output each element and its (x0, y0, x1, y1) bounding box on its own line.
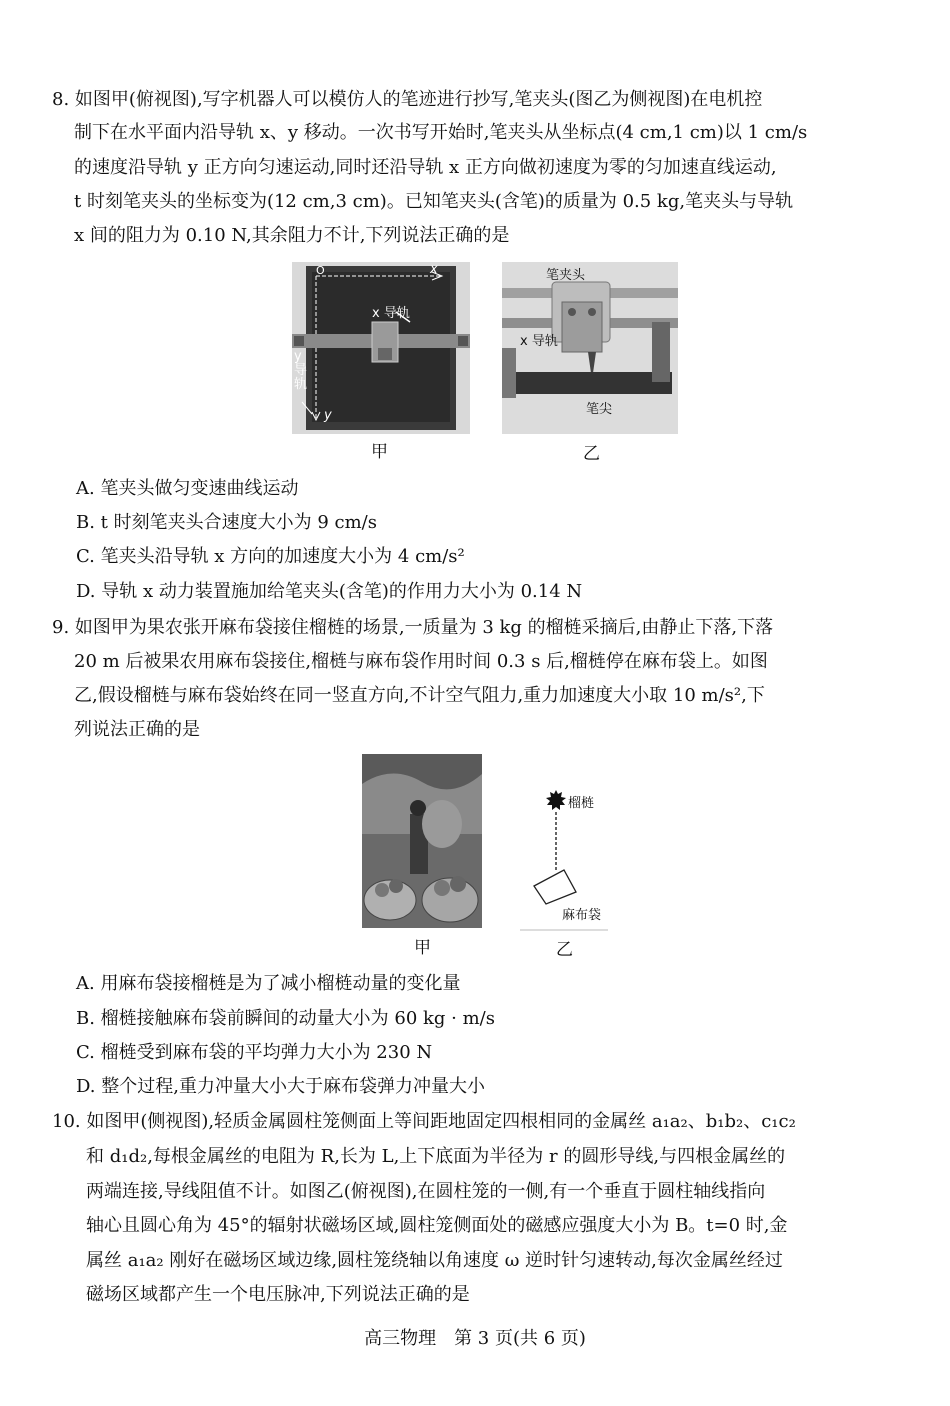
q8-figure-yi-clamp-photo (502, 262, 678, 434)
q9-line-4: 列说法正确的是 (74, 719, 200, 740)
q8-option-d: D. 导轨 x 动力装置施加给笔夹头(含笔)的作用力大小为 0.14 N (76, 581, 583, 602)
q9-yi-bag-label: 麻布袋 (562, 908, 602, 923)
q9-yi-durian-label: 榴梿 (568, 796, 595, 811)
q8-line-2: 制下在水平面内沿导轨 x、y 移动。一次书写开始时,笔夹头从坐标点(4 cm,1 cm)以 1 cm/s (74, 122, 808, 143)
q8-jia-origin-label: O (316, 264, 325, 277)
q8-figure-jia-robot-photo (292, 262, 470, 434)
q8-yi-x-rail-label: x 导轨 (520, 334, 558, 349)
q9-figure-jia-farmer-photo (362, 754, 482, 928)
q9-option-a: A. 用麻布袋接榴梿是为了减小榴梿动量的变化量 (76, 973, 461, 994)
q8-jia-axis-y-label: y (324, 408, 332, 423)
bag-icon (534, 870, 576, 904)
q8-jia-y-rail-label: y 导 轨 (294, 349, 308, 392)
q8-figure-yi-caption: 乙 (583, 444, 600, 464)
q8-jia-x-rail-label: x 导轨 (372, 306, 410, 321)
q9-figure-yi-diagram (520, 784, 610, 932)
q10-line-1: 10. 如图甲(侧视图),轻质金属圆柱笼侧面上等间距地固定四根相同的金属丝 a₁a₂、b₁b₂、c₁c₂ (52, 1111, 796, 1132)
q10-line-5: 属丝 a₁a₂ 刚好在磁场区域边缘,圆柱笼绕轴以角速度 ω 逆时针匀速转动,每次金属丝经过 (86, 1250, 783, 1271)
q10-line-6: 磁场区域都产生一个电压脉冲,下列说法正确的是 (86, 1284, 470, 1305)
q9-figure-jia-caption: 甲 (414, 938, 431, 958)
q8-yi-clamp-label: 笔夹头 (546, 268, 586, 283)
q8-option-a: A. 笔夹头做匀变速曲线运动 (76, 478, 299, 499)
q8-figure-jia-caption: 甲 (371, 442, 388, 462)
q8-line-3: 的速度沿导轨 y 正方向匀速运动,同时还沿导轨 x 正方向做初速度为零的匀加速直线运动, (74, 157, 777, 178)
q8-option-b: B. t 时刻笔夹头合速度大小为 9 cm/s (76, 512, 377, 533)
q8-yi-tip-label: 笔尖 (586, 402, 613, 417)
q9-line-2: 20 m 后被果农用麻布袋接住,榴梿与麻布袋作用时间 0.3 s 后,榴梿停在麻布袋上。如图 (74, 651, 768, 672)
q8-line-1: 8. 如图甲(俯视图),写字机器人可以模仿人的笔迹进行抄写,笔夹头(图乙为侧视图)在电机控 (52, 89, 763, 110)
q10-line-3: 两端连接,导线阻值不计。如图乙(俯视图),在圆柱笼的一侧,有一个垂直于圆柱轴线指向 (86, 1181, 766, 1202)
q8-line-5: x 间的阻力为 0.10 N,其余阻力不计,下列说法正确的是 (74, 225, 510, 246)
q9-option-b: B. 榴梿接触麻布袋前瞬间的动量大小为 60 kg · m/s (76, 1008, 495, 1029)
q9-line-1: 9. 如图甲为果农张开麻布袋接住榴梿的场景,一质量为 3 kg 的榴梿采摘后,由静止下落,下落 (52, 617, 774, 638)
durian-icon (546, 790, 566, 810)
q8-option-c: C. 笔夹头沿导轨 x 方向的加速度大小为 4 cm/s² (76, 546, 465, 567)
q9-line-3: 乙,假设榴梿与麻布袋始终在同一竖直方向,不计空气阻力,重力加速度大小取 10 m/s²,下 (74, 685, 765, 706)
q10-line-4: 轴心且圆心角为 45°的辐射状磁场区域,圆柱笼侧面处的磁感应强度大小为 B。t=0 时,金 (86, 1215, 788, 1236)
q9-figure-yi-caption: 乙 (556, 940, 573, 960)
q9-option-d: D. 整个过程,重力冲量大小大于麻布袋弹力冲量大小 (76, 1076, 485, 1097)
q8-line-4: t 时刻笔夹头的坐标变为(12 cm,3 cm)。已知笔夹头(含笔)的质量为 0.5 kg,笔夹头与导轨 (74, 191, 794, 212)
q8-jia-axis-x-label: x (430, 262, 438, 277)
q9-option-c: C. 榴梿受到麻布袋的平均弹力大小为 230 N (76, 1042, 433, 1063)
page-footer: 高三物理 第 3 页(共 6 页) (364, 1328, 586, 1349)
q10-line-2: 和 d₁d₂,每根金属丝的电阻为 R,长为 L,上下底面为半径为 r 的圆形导线,与四根金属丝的 (86, 1146, 786, 1167)
